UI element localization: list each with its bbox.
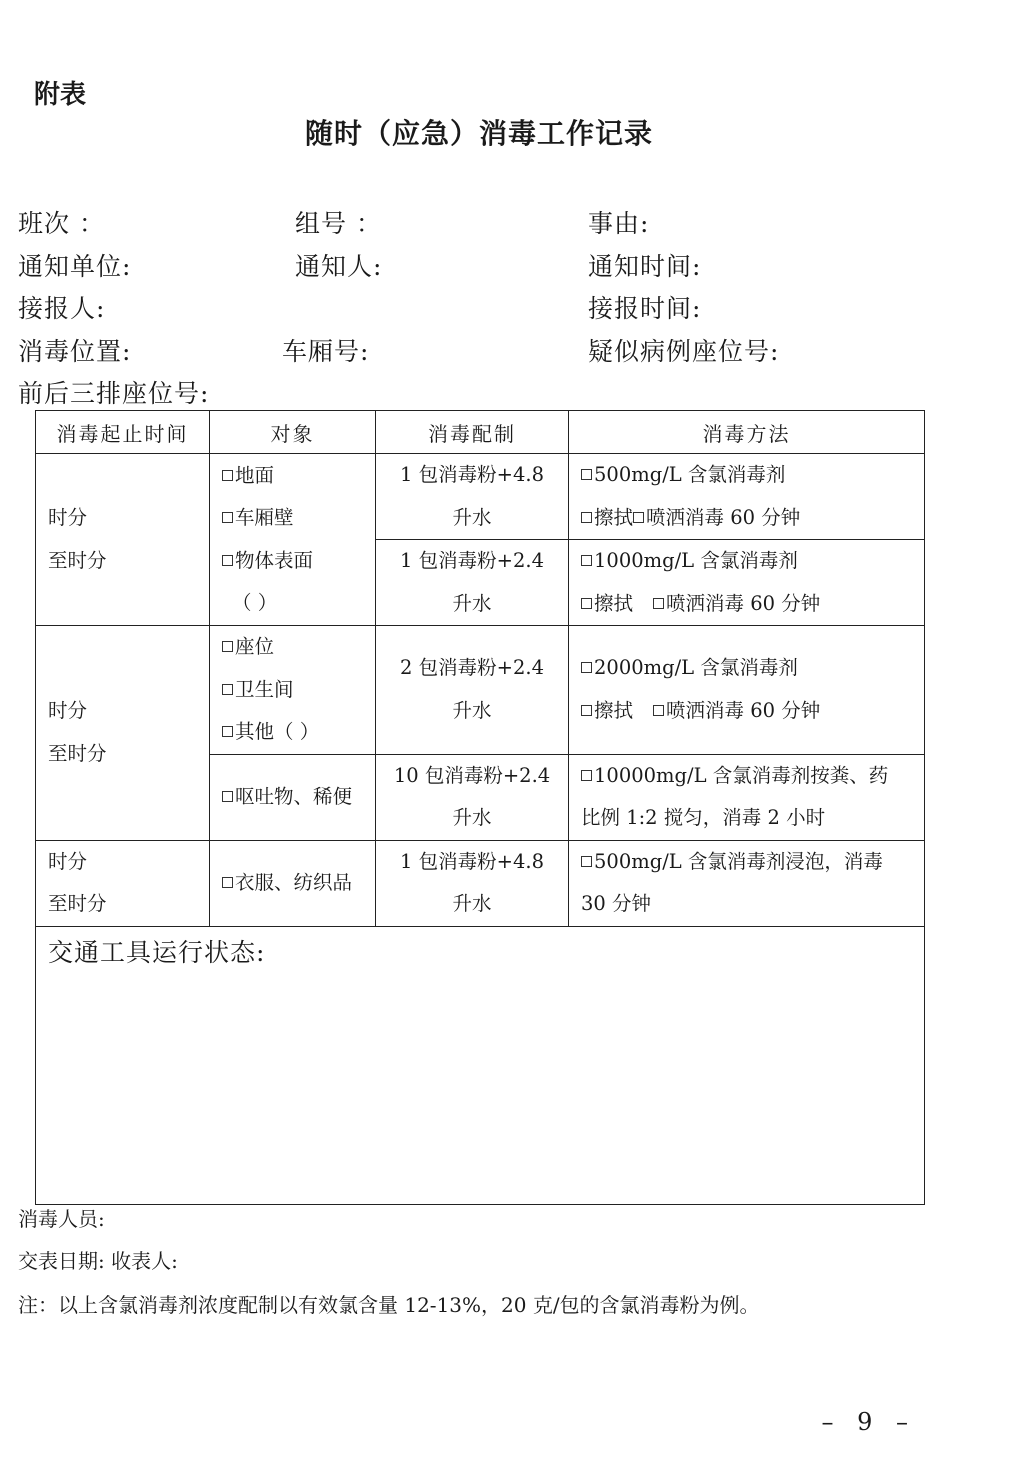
status-row [36, 926, 925, 1204]
object-option[interactable] [222, 626, 375, 669]
object-cell [210, 754, 376, 840]
checkbox-icon[interactable] [581, 770, 592, 781]
time-end: 至时分 [48, 892, 107, 915]
prep-cell [376, 540, 569, 626]
checkbox-icon[interactable] [222, 641, 233, 652]
field-notify-unit: 通知单位: [18, 252, 132, 281]
checkbox-icon[interactable] [222, 684, 233, 695]
method-cell [569, 540, 925, 626]
method-label: 500mg/L 含氯消毒剂浸泡，消毒 [594, 849, 883, 873]
method-cell [569, 626, 925, 755]
prep-line: 升水 [452, 698, 492, 722]
prep-line: 2 包消毒粉+2.4 [400, 656, 544, 680]
prep-line: 1 包消毒粉+2.4 [400, 549, 544, 572]
checkbox-icon[interactable] [653, 705, 664, 716]
checkbox-icon[interactable] [222, 512, 233, 523]
checkbox-icon[interactable] [581, 469, 592, 480]
field-suspected-seat: 疑似病例座位号: [588, 337, 780, 366]
object-option[interactable] [222, 669, 375, 712]
method-opt-wipe: 擦拭 [594, 698, 634, 722]
checkbox-icon[interactable] [222, 791, 233, 802]
attachment-label: 附表 [34, 80, 87, 110]
prep-cell [376, 454, 569, 540]
prep-line: 1 包消毒粉+4.8 [400, 849, 544, 873]
object-label: 衣服、纺织品 [235, 870, 353, 894]
header-method: 消毒方法 [569, 411, 925, 454]
time-start: 时分 [48, 849, 88, 873]
object-option[interactable] [222, 711, 375, 754]
method-label: 500mg/L 含氯消毒剂 [594, 463, 786, 486]
prep-cell [376, 626, 569, 755]
field-receive-time: 接报时间: [588, 294, 702, 323]
table-row [36, 626, 925, 755]
checkbox-icon[interactable] [581, 598, 592, 609]
checkbox-icon[interactable] [581, 662, 592, 673]
object-cell [210, 840, 376, 926]
object-label: 座位 [235, 635, 275, 658]
object-option[interactable] [222, 455, 375, 498]
checkbox-icon[interactable] [222, 877, 233, 888]
prep-line: 升水 [452, 892, 492, 915]
object-blank: （ ） [232, 591, 278, 614]
field-carriage-no: 车厢号: [282, 337, 370, 366]
method-label: 1000mg/L 含氯消毒剂 [594, 549, 798, 572]
checkbox-icon[interactable] [581, 555, 592, 566]
prep-line: 升水 [452, 806, 492, 829]
page-number: – 9 – [821, 1408, 916, 1436]
footer-staff: 消毒人员: [18, 1207, 105, 1231]
method-opt-spray: 喷洒消毒 60 分钟 [646, 505, 801, 529]
time-start: 时分 [48, 506, 88, 529]
checkbox-icon[interactable] [222, 470, 233, 481]
time-end: 至时分 [48, 548, 107, 572]
header-object: 对象 [210, 411, 376, 454]
object-cell [210, 454, 376, 626]
footer-note: 注：以上含氯消毒剂浓度配制以有效氯含量 12-13%，20 克/包的含氯消毒粉为例。 [18, 1293, 760, 1317]
method-option[interactable] [581, 755, 924, 798]
object-label: 卫生间 [235, 677, 294, 701]
time-cell [36, 626, 210, 841]
field-location: 消毒位置: [18, 337, 132, 366]
object-label: 呕吐物、稀便 [235, 784, 353, 808]
time-start: 时分 [48, 699, 88, 723]
field-adjacent-seats: 前后三排座位号: [18, 379, 210, 408]
status-label: 交通工具运行状态: [48, 937, 266, 967]
checkbox-icon[interactable] [222, 726, 233, 737]
object-option[interactable] [222, 497, 375, 540]
checkbox-icon[interactable] [633, 512, 644, 523]
prep-line: 升水 [452, 591, 492, 615]
method-cell [569, 754, 925, 840]
table-row [36, 454, 925, 540]
object-label: 其他（ ） [235, 720, 320, 743]
table-row [36, 840, 925, 926]
object-cell [210, 626, 376, 755]
method-label: 10000mg/L 含氯消毒剂按粪、药 [594, 763, 889, 787]
table-header-row [36, 411, 925, 454]
checkbox-icon[interactable] [653, 598, 664, 609]
object-option[interactable] [222, 862, 375, 905]
method-opt-wipe: 擦拭 [594, 591, 634, 615]
page-title: 随时（应急）消毒工作记录 [304, 117, 653, 150]
method-cell [569, 454, 925, 540]
checkbox-icon[interactable] [581, 856, 592, 867]
object-label: 地面 [235, 463, 275, 487]
method-opt-spray: 喷洒消毒 60 分钟 [666, 591, 821, 615]
field-group-no: 组号 ： [295, 209, 382, 238]
field-notify-time: 通知时间: [588, 252, 702, 281]
prep-line: 1 包消毒粉+4.8 [400, 463, 544, 486]
time-cell [36, 840, 210, 926]
method-opt-wipe: 擦拭 [594, 505, 634, 529]
method-label-cont: 30 分钟 [581, 892, 652, 915]
field-reason: 事由: [588, 209, 650, 238]
prep-line: 升水 [452, 505, 492, 529]
time-cell [36, 454, 210, 626]
disinfection-table [35, 410, 925, 1205]
prep-cell [376, 840, 569, 926]
method-opt-spray: 喷洒消毒 60 分钟 [666, 698, 821, 722]
method-option[interactable] [581, 540, 924, 583]
header-preparation: 消毒配制 [376, 411, 569, 454]
header-time: 消毒起止时间 [36, 411, 210, 454]
field-notifier: 通知人: [295, 252, 383, 281]
method-option[interactable] [581, 841, 924, 884]
method-label-cont: 比例 1:2 搅匀，消毒 2 小时 [581, 806, 826, 829]
object-option[interactable] [222, 540, 375, 583]
object-option[interactable] [222, 776, 375, 819]
footer-handover: 交表日期: 收表人: [18, 1249, 178, 1273]
time-end: 至时分 [48, 741, 107, 765]
checkbox-icon[interactable] [222, 555, 233, 566]
prep-cell [376, 754, 569, 840]
status-cell[interactable] [36, 926, 925, 1204]
field-receiver: 接报人: [18, 294, 106, 323]
method-option[interactable] [581, 647, 924, 690]
method-cell [569, 840, 925, 926]
checkbox-icon[interactable] [581, 705, 592, 716]
method-label: 2000mg/L 含氯消毒剂 [594, 656, 798, 680]
object-label: 物体表面 [235, 548, 314, 572]
field-shift: 班次 ： [18, 209, 105, 238]
method-option[interactable] [581, 454, 924, 497]
prep-line: 10 包消毒粉+2.4 [393, 763, 551, 787]
object-label: 车厢壁 [235, 506, 294, 529]
checkbox-icon[interactable] [581, 512, 592, 523]
